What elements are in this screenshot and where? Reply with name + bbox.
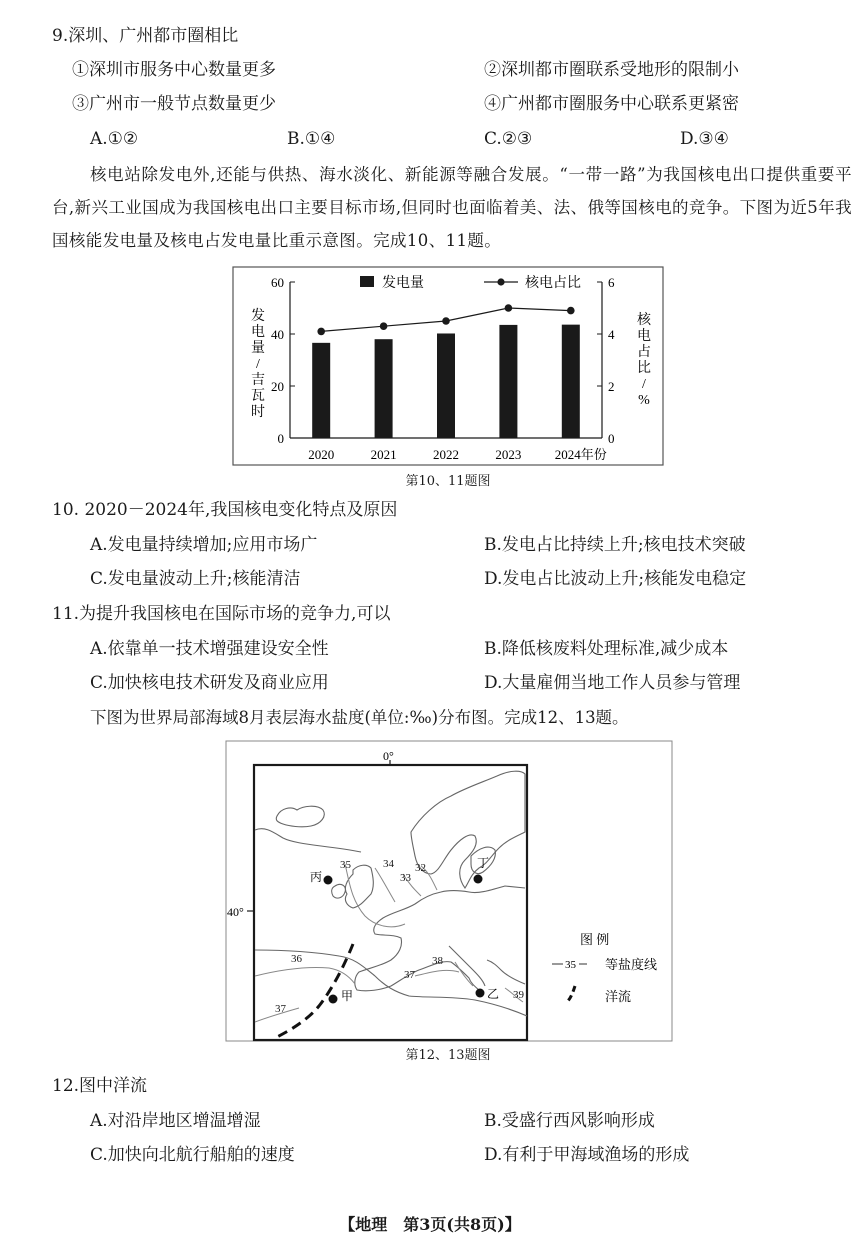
point-bing bbox=[324, 876, 333, 885]
y-axis-left-title: 发电量/吉瓦时 bbox=[251, 309, 265, 420]
ratio-point bbox=[567, 307, 575, 315]
q9-option-b: B.①④ bbox=[287, 129, 336, 149]
isoline-label: 37 bbox=[404, 969, 415, 981]
y-axis-right-title: 核电占比/ % bbox=[637, 313, 651, 408]
q9-stem: 9.深圳、广州都市圈相比 bbox=[52, 26, 239, 46]
lat-label: 40° bbox=[227, 905, 244, 919]
q9-option-d: D.③④ bbox=[680, 129, 729, 149]
bar bbox=[375, 339, 393, 438]
isoline-label: 36 bbox=[291, 953, 302, 965]
x-tick-label: 2024年份 bbox=[554, 447, 607, 462]
q10-option-d: D.发电占比波动上升;核能发电稳定 bbox=[484, 569, 747, 589]
fig2-caption: 第12、13题图 bbox=[405, 1048, 491, 1063]
isoline-label: 38 bbox=[432, 955, 443, 967]
point-yi-label: 乙 bbox=[487, 987, 500, 1001]
q10-option-b: B.发电占比持续上升;核电技术突破 bbox=[484, 535, 746, 555]
q9-statement-4: ④广州都市圈服务中心联系更紧密 bbox=[484, 94, 739, 114]
legend-isoline-label: 等盐度线 bbox=[605, 957, 658, 972]
y-left-tick-label: 0 bbox=[277, 431, 284, 446]
y-right-tick-label: 4 bbox=[608, 327, 615, 342]
fig1-caption: 第10、11题图 bbox=[405, 474, 491, 489]
x-tick-label: 2020 bbox=[308, 447, 335, 462]
isoline-label: 34 bbox=[383, 858, 394, 870]
legend-current-label: 洋流 bbox=[605, 989, 632, 1004]
isoline-label: 33 bbox=[400, 872, 411, 884]
q11-option-a: A.依靠单一技术增强建设安全性 bbox=[90, 639, 329, 659]
map-legend-title: 图 例 bbox=[580, 932, 610, 947]
y-left-tick-label: 60 bbox=[271, 275, 284, 290]
point-bing-label: 丙 bbox=[310, 870, 323, 884]
ratio-point bbox=[505, 304, 513, 312]
bar bbox=[499, 325, 517, 438]
ratio-point bbox=[380, 322, 388, 330]
page-footer: 【地理 第3页(共8页)】 bbox=[339, 1215, 521, 1234]
isoline-label: 39 bbox=[513, 989, 524, 1001]
q10-option-a: A.发电量持续增加;应用市场广 bbox=[90, 535, 318, 555]
passage-salinity: 下图为世界局部海域8月表层海水盐度(单位:‰)分布图。完成12、13题。 bbox=[90, 708, 629, 727]
q9-statement-1: ①深圳市服务中心数量更多 bbox=[72, 60, 276, 80]
point-yi bbox=[476, 989, 485, 998]
ratio-point bbox=[442, 317, 450, 325]
point-ding bbox=[474, 875, 483, 884]
y-right-tick-label: 2 bbox=[608, 379, 615, 394]
q11-option-b: B.降低核废料处理标准,减少成本 bbox=[484, 639, 729, 659]
q12-option-b: B.受盛行西风影响形成 bbox=[484, 1111, 655, 1131]
bar bbox=[312, 343, 330, 438]
passage-nuclear: 核电站除发电外,还能与供热、海水淡化、新能源等融合发展。“一带一路”为我国核电出口提供重要平台,新兴工业国成为我国核电出口主要目标市场,但同时也面临着美、法、俄等国核电的竞争。下图为近5年我国核能发电量及核电占发电量比重示意图。完成10、11题。 bbox=[52, 165, 852, 250]
y-left-tick-label: 20 bbox=[271, 379, 284, 394]
point-ding-label: 丁 bbox=[477, 856, 490, 870]
bar bbox=[562, 325, 580, 438]
legend-bar-label: 发电量 bbox=[382, 276, 424, 291]
q9-statement-3: ③广州市一般节点数量更少 bbox=[72, 94, 276, 114]
y-right-tick-label: 6 bbox=[608, 275, 615, 290]
ratio-point bbox=[317, 328, 325, 336]
legend-line-marker bbox=[497, 278, 504, 285]
q9-option-a: A.①② bbox=[90, 129, 139, 149]
point-jia-label: 甲 bbox=[341, 989, 354, 1003]
q10-stem: 10. 2020－2024年,我国核电变化特点及原因 bbox=[52, 500, 398, 520]
isoline-label: 37 bbox=[275, 1003, 286, 1015]
legend-line-label: 核电占比 bbox=[525, 276, 581, 291]
lon-label: 0° bbox=[383, 749, 394, 763]
legend-bar-swatch bbox=[360, 276, 374, 287]
q12-option-c: C.加快向北航行船舶的速度 bbox=[90, 1145, 295, 1165]
x-tick-label: 2023 bbox=[495, 447, 522, 462]
q12-option-d: D.有利于甲海域渔场的形成 bbox=[484, 1145, 690, 1165]
y-right-tick-label: 0 bbox=[608, 431, 615, 446]
q11-option-d: D.大量雇佣当地工作人员参与管理 bbox=[484, 673, 741, 693]
legend-isoline-value: 35 bbox=[565, 959, 576, 971]
q11-stem: 11.为提升我国核电在国际市场的竞争力,可以 bbox=[52, 604, 391, 624]
q10-option-c: C.发电量波动上升;核能清洁 bbox=[90, 569, 301, 589]
x-tick-label: 2021 bbox=[370, 447, 397, 462]
y-left-tick-label: 40 bbox=[271, 327, 284, 342]
x-tick-label: 2022 bbox=[433, 447, 459, 462]
salinity-map bbox=[225, 740, 673, 1042]
isoline-label: 35 bbox=[340, 859, 351, 871]
bar bbox=[437, 333, 455, 438]
nuclear-power-chart bbox=[232, 266, 664, 470]
q11-option-c: C.加快核电技术研发及商业应用 bbox=[90, 673, 329, 693]
point-jia bbox=[329, 995, 338, 1004]
q12-option-a: A.对沿岸地区增温增湿 bbox=[90, 1111, 261, 1131]
q12-stem: 12.图中洋流 bbox=[52, 1076, 148, 1096]
isoline-label: 32 bbox=[415, 862, 426, 874]
q9-statement-2: ②深圳都市圈联系受地形的限制小 bbox=[484, 60, 739, 80]
q9-option-c: C.②③ bbox=[484, 129, 533, 149]
